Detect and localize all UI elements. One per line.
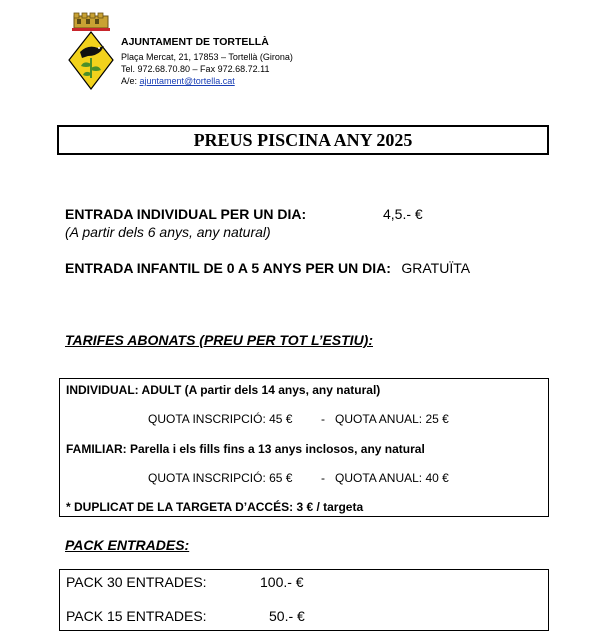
email-link[interactable]: ajuntament@tortella.cat (139, 76, 235, 86)
entrada-infantil-row (65, 260, 470, 278)
individual-anual: QUOTA ANUAL: 25 € (335, 412, 449, 426)
org-name: AJUNTAMENT DE TORTELLÀ (121, 36, 269, 48)
entrada-individual-price: 4,5.- € (383, 206, 423, 222)
entrada-individual-label: ENTRADA INDIVIDUAL PER UN DIA: (65, 206, 307, 222)
familiar-separator: - (321, 471, 325, 485)
individual-separator: - (321, 412, 325, 426)
pack-item-price: 100.- € (260, 574, 304, 590)
page-title (57, 125, 549, 155)
page-title-text: PREUS PISCINA ANY 2025 (193, 129, 413, 150)
familiar-anual: QUOTA ANUAL: 40 € (335, 471, 449, 485)
abonats-heading: TARIFES ABONATS (PREU PER TOT L’ESTIU): (65, 332, 373, 348)
pack-table (59, 569, 549, 631)
familiar-inscripcio: QUOTA INSCRIPCIÓ: 65 € (148, 471, 293, 485)
pack-heading: PACK ENTRADES: (65, 537, 190, 553)
org-address: Plaça Mercat, 21, 17853 – Tortellà (Girona) (121, 52, 293, 62)
familiar-title: FAMILIAR: Parella i els fills fins a 13 anys inclosos, any natural (66, 442, 425, 456)
org-email-line (121, 76, 235, 86)
pack-item-price: 50.- € (269, 608, 305, 624)
org-phone-fax: Tel. 972.68.70.80 – Fax 972.68.72.11 (121, 64, 270, 74)
entrada-individual-note: (A partir dels 6 anys, any natural) (65, 224, 271, 240)
email-label: A/e: (121, 76, 138, 86)
abonats-table (59, 378, 549, 517)
individual-inscripcio: QUOTA INSCRIPCIÓ: 45 € (148, 412, 293, 426)
pack-item-label: PACK 30 ENTRADES: (66, 574, 207, 590)
tortella-coat-of-arms-icon (68, 12, 114, 90)
pack-item-label: PACK 15 ENTRADES: (66, 608, 207, 624)
duplicat-targeta: * DUPLICAT DE LA TARGETA D’ACCÉS: 3 € / targeta (66, 500, 364, 514)
entrada-infantil-price: GRATUÏTA (401, 260, 471, 276)
entrada-infantil-label: ENTRADA INFANTIL DE 0 A 5 ANYS PER UN DIA: (65, 260, 391, 276)
individual-title: INDIVIDUAL: ADULT (A partir dels 14 anys, any natural) (66, 383, 381, 397)
